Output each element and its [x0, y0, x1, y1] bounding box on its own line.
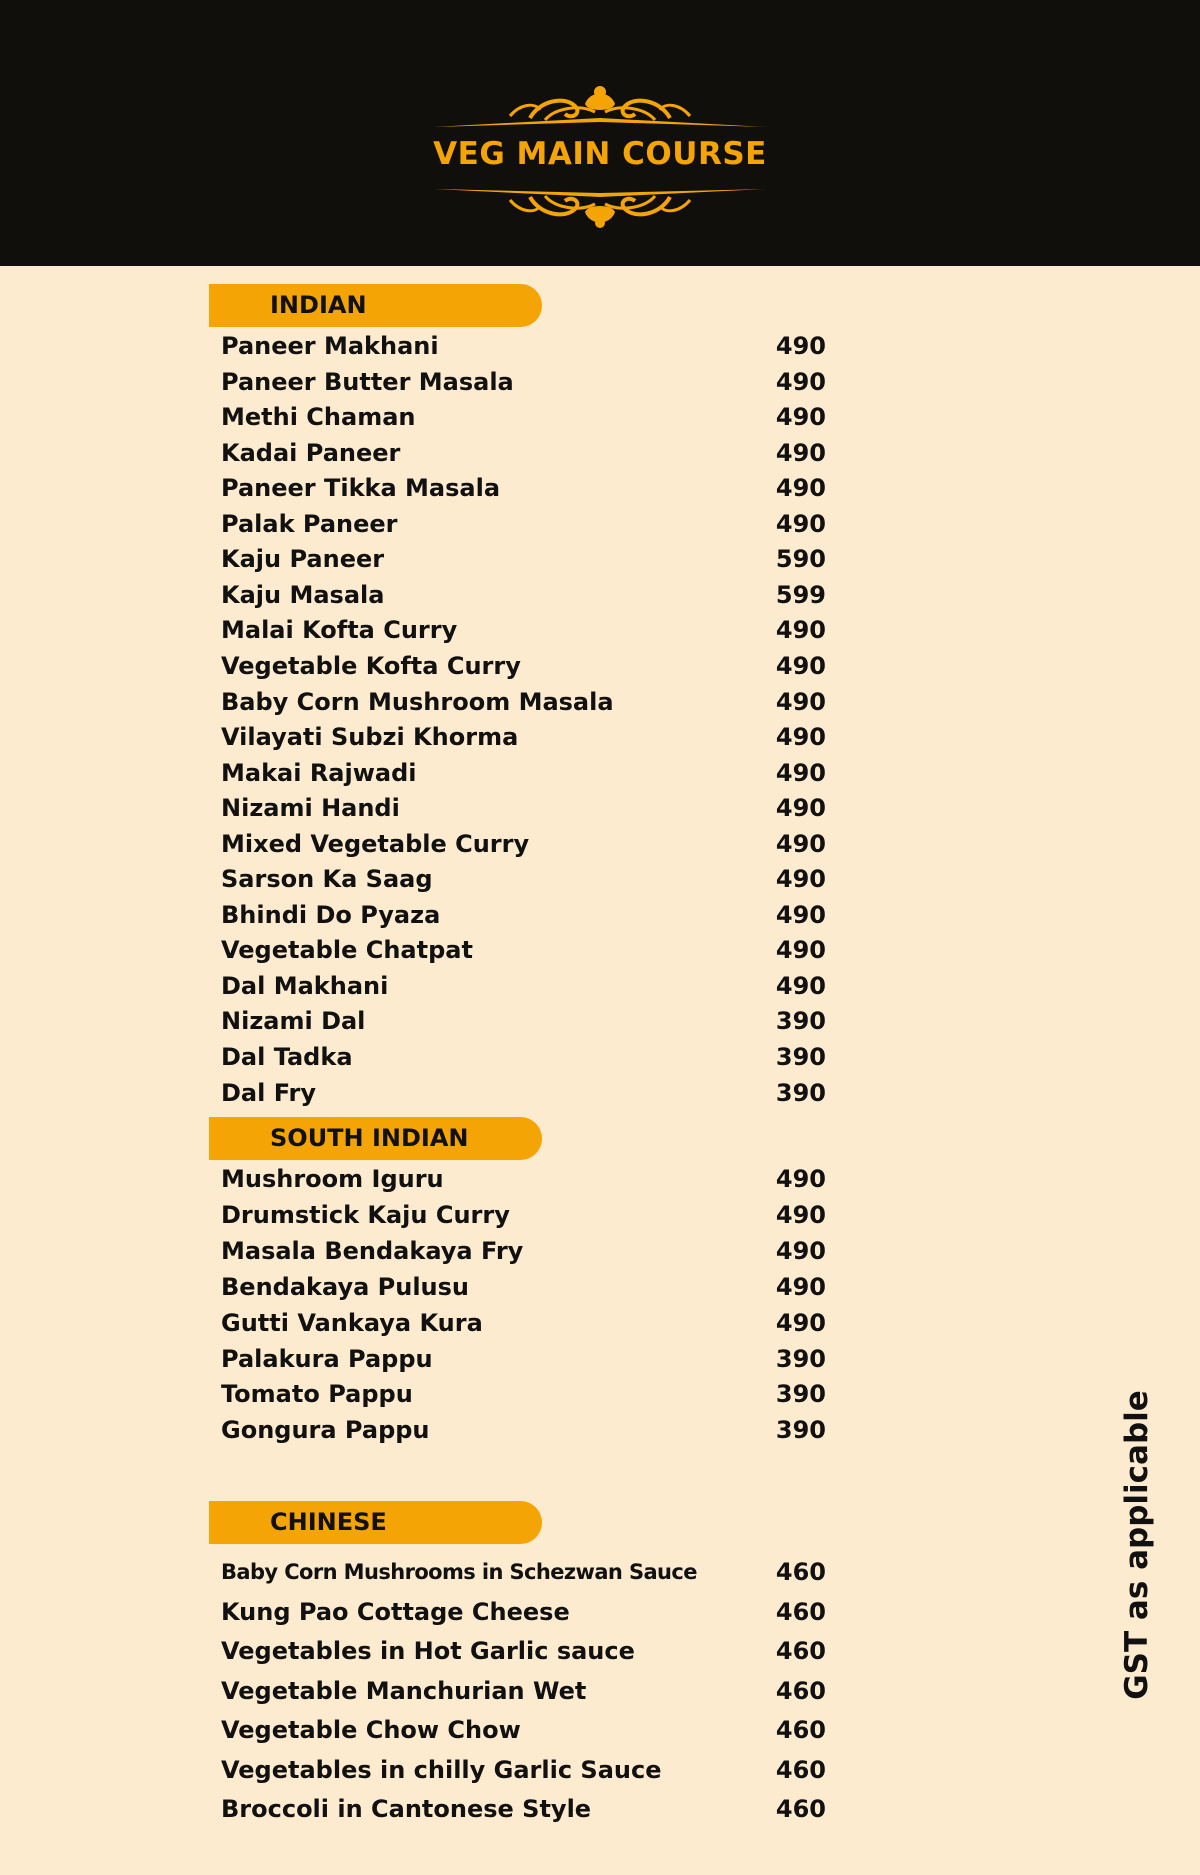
menu-item-name: Drumstick Kaju Curry	[221, 1200, 510, 1229]
menu-item-name: Dal Tadka	[221, 1043, 353, 1071]
menu-item-price: 490	[775, 1200, 826, 1229]
menu-item	[221, 755, 836, 791]
section-title: CHINESE	[270, 1508, 387, 1536]
menu-item-price: 490	[775, 438, 826, 467]
menu-item-name: Mixed Vegetable Curry	[221, 829, 530, 858]
menu-item-name: Paneer Makhani	[221, 332, 439, 360]
menu-item	[221, 399, 836, 435]
menu-item-name: Kaju Paneer	[221, 545, 385, 574]
menu-item	[221, 1594, 836, 1630]
menu-item-name: Makai Rajwadi	[221, 758, 417, 787]
menu-item-price: 490	[775, 1236, 826, 1265]
menu-item-name: Vilayati Subzi Khorma	[221, 723, 519, 752]
menu-item-name: Kung Pao Cottage Cheese	[221, 1597, 570, 1626]
menu-item-name: Dal Makhani	[221, 971, 389, 1000]
menu-item	[221, 1233, 836, 1269]
menu-item-name: Paneer Tikka Masala	[221, 474, 501, 503]
menu-item-name: Masala Bendakaya Fry	[221, 1236, 524, 1265]
menu-item-name: Vegetables in Hot Garlic sauce	[221, 1637, 635, 1665]
menu-item-name: Gutti Vankaya Kura	[221, 1308, 483, 1337]
menu-item	[221, 968, 836, 1004]
menu-item-name: Bendakaya Pulusu	[221, 1272, 470, 1301]
menu-item	[221, 506, 836, 542]
menu-item-name: Mushroom Iguru	[221, 1165, 444, 1193]
menu-item-price: 490	[775, 723, 826, 752]
menu-item-name: Palak Paneer	[221, 509, 398, 538]
section-title: SOUTH INDIAN	[270, 1124, 469, 1152]
menu-item-price: 490	[775, 332, 826, 360]
menu-item	[221, 1305, 836, 1341]
menu-item-price: 490	[775, 403, 826, 432]
menu-item-price: 390	[775, 1344, 826, 1373]
menu-item-price: 390	[775, 1380, 826, 1409]
menu-item-name: Paneer Butter Masala	[221, 367, 514, 396]
menu-item-price: 490	[775, 687, 826, 716]
gold-ornament-icon	[0, 0, 1200, 266]
menu-item-price: 590	[775, 545, 826, 574]
menu-item	[221, 826, 836, 862]
menu-item-name: Malai Kofta Curry	[221, 616, 458, 645]
menu-item-name: Baby Corn Mushrooms in Schezwan Sauce	[221, 1560, 697, 1584]
menu-item-price: 490	[775, 509, 826, 538]
menu-item	[221, 1341, 836, 1377]
menu-item	[221, 1075, 836, 1111]
section-header	[209, 1117, 542, 1160]
menu-item-name: Palakura Pappu	[221, 1344, 433, 1373]
section-header	[209, 1501, 542, 1544]
header-banner	[0, 0, 1200, 266]
menu-item	[221, 897, 836, 933]
menu-item	[221, 719, 836, 755]
menu-item	[221, 1673, 836, 1709]
menu-item	[221, 1712, 836, 1748]
menu-item-price: 599	[775, 580, 826, 609]
menu-item	[221, 861, 836, 897]
menu-item	[221, 932, 836, 968]
menu-item	[221, 541, 836, 577]
menu-item-name: Broccoli in Cantonese Style	[221, 1795, 592, 1823]
menu-item	[221, 1039, 836, 1075]
menu-item	[221, 1161, 836, 1197]
menu-item-name: Vegetables in chilly Garlic Sauce	[221, 1755, 662, 1784]
menu-item-name: Gongura Pappu	[221, 1416, 430, 1445]
menu-item-price: 390	[775, 1043, 826, 1071]
menu-item-price: 460	[775, 1795, 826, 1823]
gst-note	[1115, 1389, 1159, 1700]
menu-item-price: 490	[775, 1272, 826, 1301]
menu-item-price: 490	[775, 971, 826, 1000]
menu-item-name: Nizami Dal	[221, 1007, 366, 1036]
menu-item-price: 460	[775, 1558, 826, 1586]
menu-item-price: 390	[775, 1007, 826, 1036]
menu-item-price: 490	[775, 367, 826, 396]
section-header	[209, 284, 542, 327]
menu-item-price: 460	[775, 1716, 826, 1744]
menu-item-price: 460	[775, 1755, 826, 1784]
menu-item	[221, 328, 836, 364]
menu-item-price: 490	[775, 794, 826, 823]
menu-item	[221, 790, 836, 826]
menu-item	[221, 1554, 836, 1590]
menu-item-price: 490	[775, 1308, 826, 1337]
menu-item	[221, 1791, 836, 1827]
menu-item-name: Kadai Paneer	[221, 438, 401, 467]
menu-item	[221, 1412, 836, 1448]
menu-item-name: Dal Fry	[221, 1078, 317, 1107]
menu-item-price: 490	[775, 829, 826, 858]
menu-item-name: Bhindi Do Pyaza	[221, 900, 441, 929]
menu-item	[221, 1003, 836, 1039]
menu-item	[221, 612, 836, 648]
menu-item	[221, 1752, 836, 1788]
menu-item	[221, 648, 836, 684]
menu-item-price: 490	[775, 1165, 826, 1193]
menu-item-price: 390	[775, 1078, 826, 1107]
menu-item-price: 490	[775, 758, 826, 787]
menu-item-price: 490	[775, 865, 826, 894]
menu-item-name: Sarson Ka Saag	[221, 865, 433, 894]
gst-note-text: GST as applicable	[1119, 1389, 1155, 1700]
menu-item	[221, 470, 836, 506]
menu-item	[221, 1633, 836, 1669]
menu-item-price: 460	[775, 1676, 826, 1705]
menu-item	[221, 435, 836, 471]
menu-item-price: 490	[775, 651, 826, 680]
section-title: INDIAN	[270, 291, 367, 319]
menu-item	[221, 684, 836, 720]
menu-item-name: Vegetable Manchurian Wet	[221, 1676, 587, 1705]
menu-item	[221, 577, 836, 613]
menu-item	[221, 364, 836, 400]
menu-item-name: Baby Corn Mushroom Masala	[221, 687, 614, 716]
menu-item-name: Methi Chaman	[221, 403, 416, 432]
menu-item-price: 460	[775, 1597, 826, 1626]
menu-item	[221, 1197, 836, 1233]
menu-item-name: Vegetable Kofta Curry	[221, 651, 521, 680]
menu-item-price: 390	[775, 1416, 826, 1445]
menu-item	[221, 1269, 836, 1305]
menu-item-price: 490	[775, 936, 826, 965]
menu-item-price: 490	[775, 474, 826, 503]
menu-item-name: Kaju Masala	[221, 580, 385, 609]
page-title: VEG MAIN COURSE	[433, 136, 767, 172]
menu-item-name: Nizami Handi	[221, 794, 400, 823]
menu-item-name: Tomato Pappu	[221, 1380, 413, 1409]
menu-item	[221, 1376, 836, 1412]
menu-item-price: 490	[775, 900, 826, 929]
menu-item-name: Vegetable Chow Chow	[221, 1716, 521, 1744]
menu-item-name: Vegetable Chatpat	[221, 936, 473, 965]
menu-item-price: 490	[775, 616, 826, 645]
menu-item-price: 460	[775, 1637, 826, 1665]
